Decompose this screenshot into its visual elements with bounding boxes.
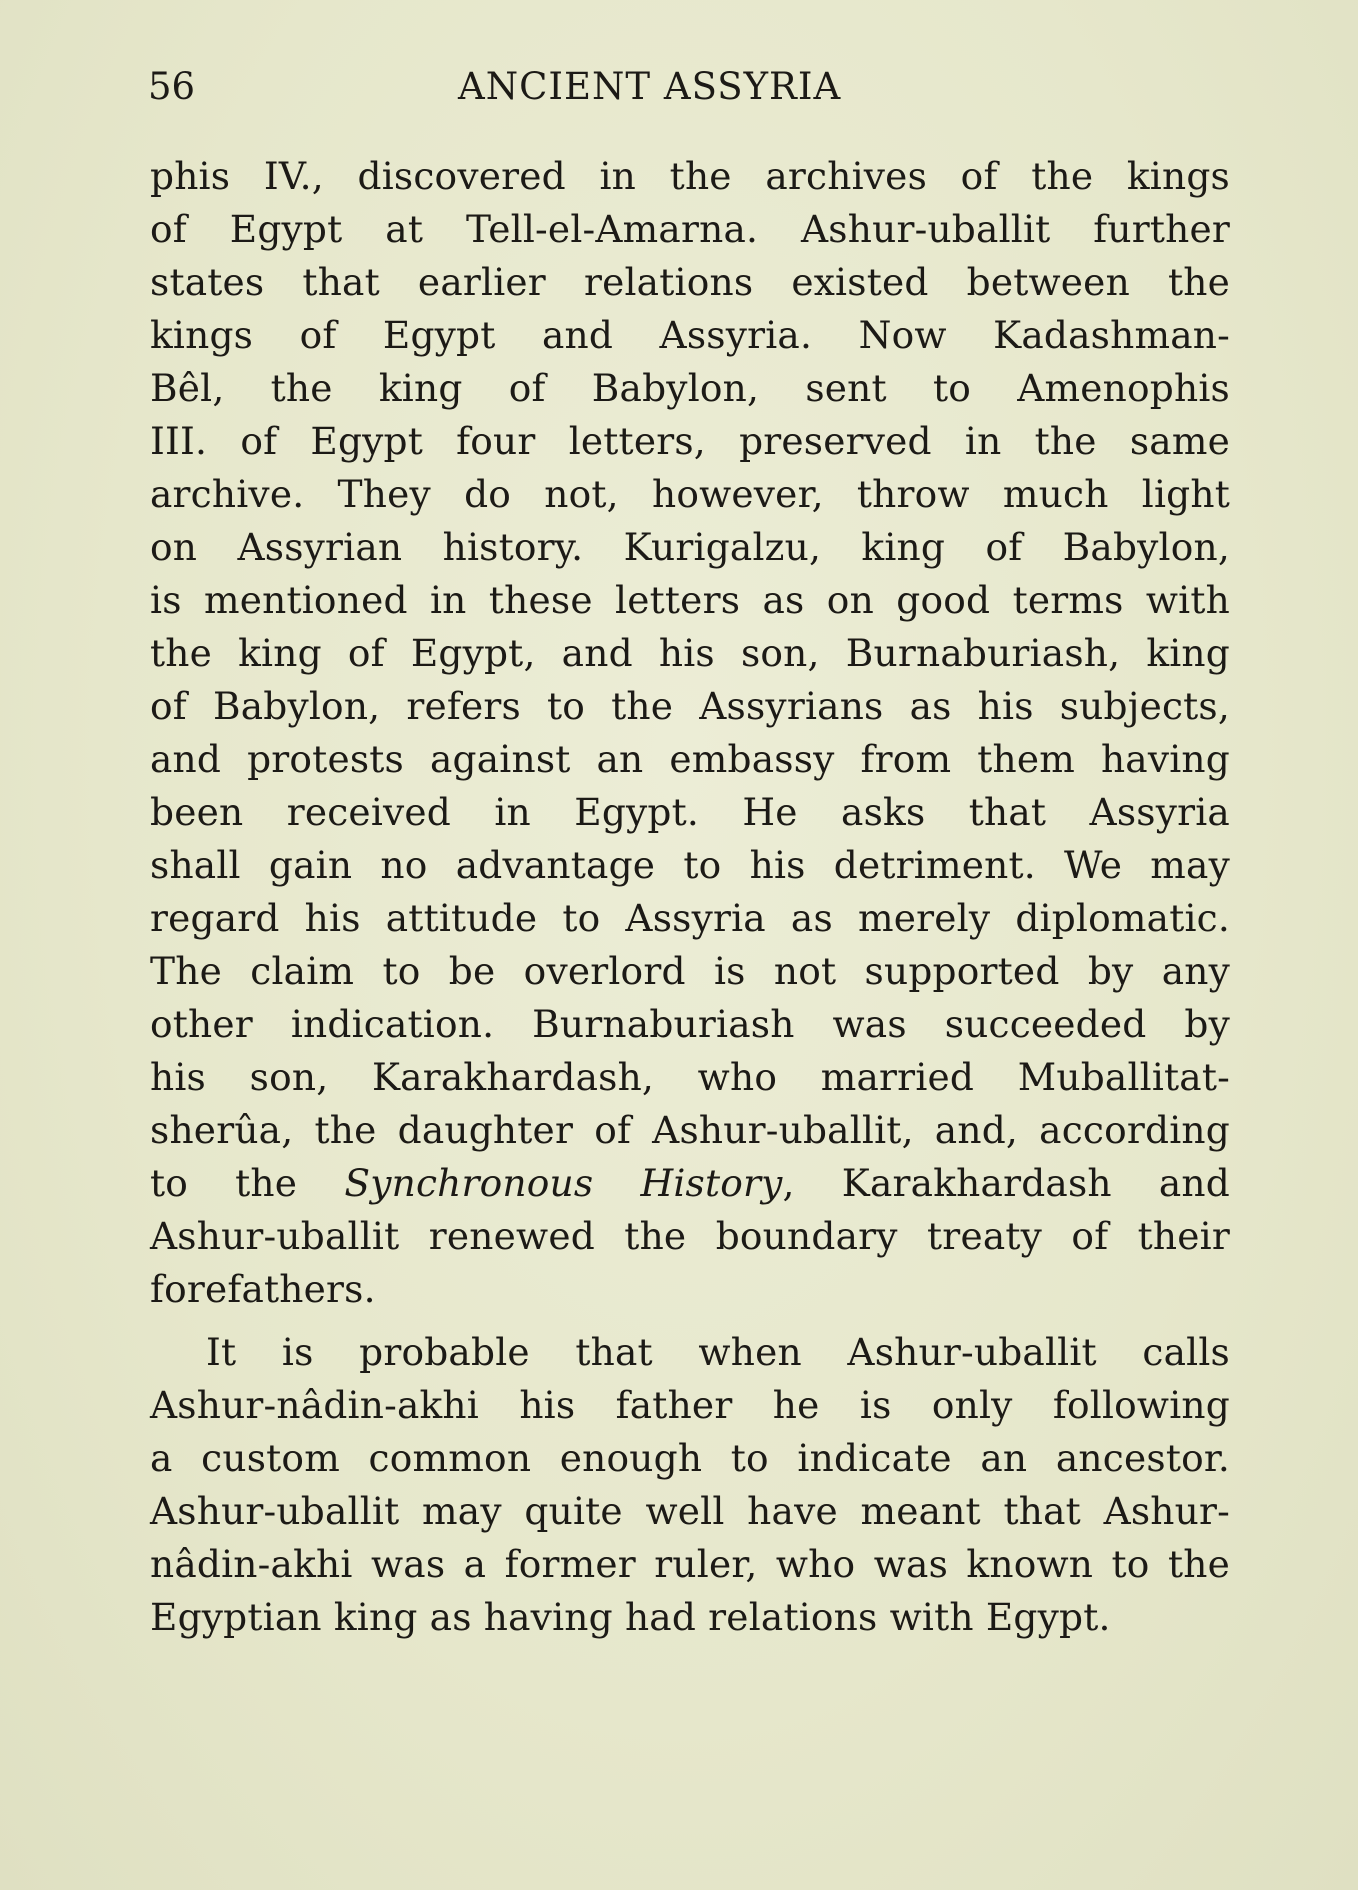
text-line: on Assyrian history. Kurigalzu, king of Babylon, bbox=[150, 525, 1230, 569]
text-line: Ashur-uballit may quite well have meant that Ashur- bbox=[150, 1489, 1230, 1533]
text-line: the king of Egypt, and his son, Burnaburiash, king bbox=[150, 631, 1230, 675]
text-line: Ashur-nâdin-akhi his father he is only following bbox=[150, 1383, 1230, 1427]
text-line: nâdin-akhi was a former ruler, who was known to the bbox=[150, 1542, 1230, 1586]
paragraph-gap bbox=[150, 1316, 1230, 1326]
text-run: to the bbox=[150, 1161, 345, 1205]
running-head bbox=[148, 62, 1232, 112]
text-line: regard his attitude to Assyria as merely diplomatic. bbox=[150, 896, 1230, 940]
running-title: ANCIENT ASSYRIA bbox=[458, 65, 842, 108]
text-line: of Egypt at Tell-el-Amarna. Ashur-uballit further bbox=[150, 207, 1230, 251]
paragraph-2 bbox=[150, 1326, 1230, 1644]
text-line: kings of Egypt and Assyria. Now Kadashman- bbox=[150, 313, 1230, 357]
text-line: It is probable that when Ashur-uballit calls bbox=[206, 1330, 1230, 1374]
text-line: III. of Egypt four letters, preserved in the same bbox=[150, 419, 1230, 463]
text-line: archive. They do not, however, throw much light bbox=[150, 472, 1230, 516]
paragraph-1 bbox=[150, 150, 1230, 1316]
text-line: and protests against an embassy from them having bbox=[150, 737, 1230, 781]
text-line: The claim to be overlord is not supported by any bbox=[150, 949, 1230, 993]
text-line: a custom common enough to indicate an ancestor. bbox=[150, 1436, 1230, 1480]
text-line: Egyptian king as having had relations with Egypt. bbox=[150, 1595, 1111, 1639]
italic-title: Synchronous History bbox=[344, 1161, 783, 1205]
text-run: , Karakhardash and bbox=[782, 1161, 1230, 1205]
text-line: been received in Egypt. He asks that Assyria bbox=[150, 790, 1230, 834]
text-line: is mentioned in these letters as on good terms with bbox=[150, 578, 1230, 622]
text-line: states that earlier relations existed between the bbox=[150, 260, 1230, 304]
text-line: Ashur-uballit renewed the boundary treaty of their bbox=[150, 1214, 1230, 1258]
text-line: shall gain no advantage to his detriment. We may bbox=[150, 843, 1230, 887]
text-line: phis IV., discovered in the archives of the kings bbox=[150, 154, 1230, 198]
text-line-with-italic bbox=[150, 1157, 1230, 1210]
text-line: other indication. Burnaburiash was succeeded by bbox=[150, 1002, 1230, 1046]
text-line: his son, Karakhardash, who married Muballitat- bbox=[150, 1055, 1230, 1099]
body-text bbox=[150, 150, 1230, 1644]
text-line: Bêl, the king of Babylon, sent to Amenophis bbox=[150, 366, 1230, 410]
text-line: sherûa, the daughter of Ashur-uballit, and, according bbox=[150, 1108, 1230, 1152]
text-line: forefathers. bbox=[150, 1267, 376, 1311]
text-line: of Babylon, refers to the Assyrians as his subjects, bbox=[150, 684, 1230, 728]
page-number: 56 bbox=[148, 65, 196, 108]
